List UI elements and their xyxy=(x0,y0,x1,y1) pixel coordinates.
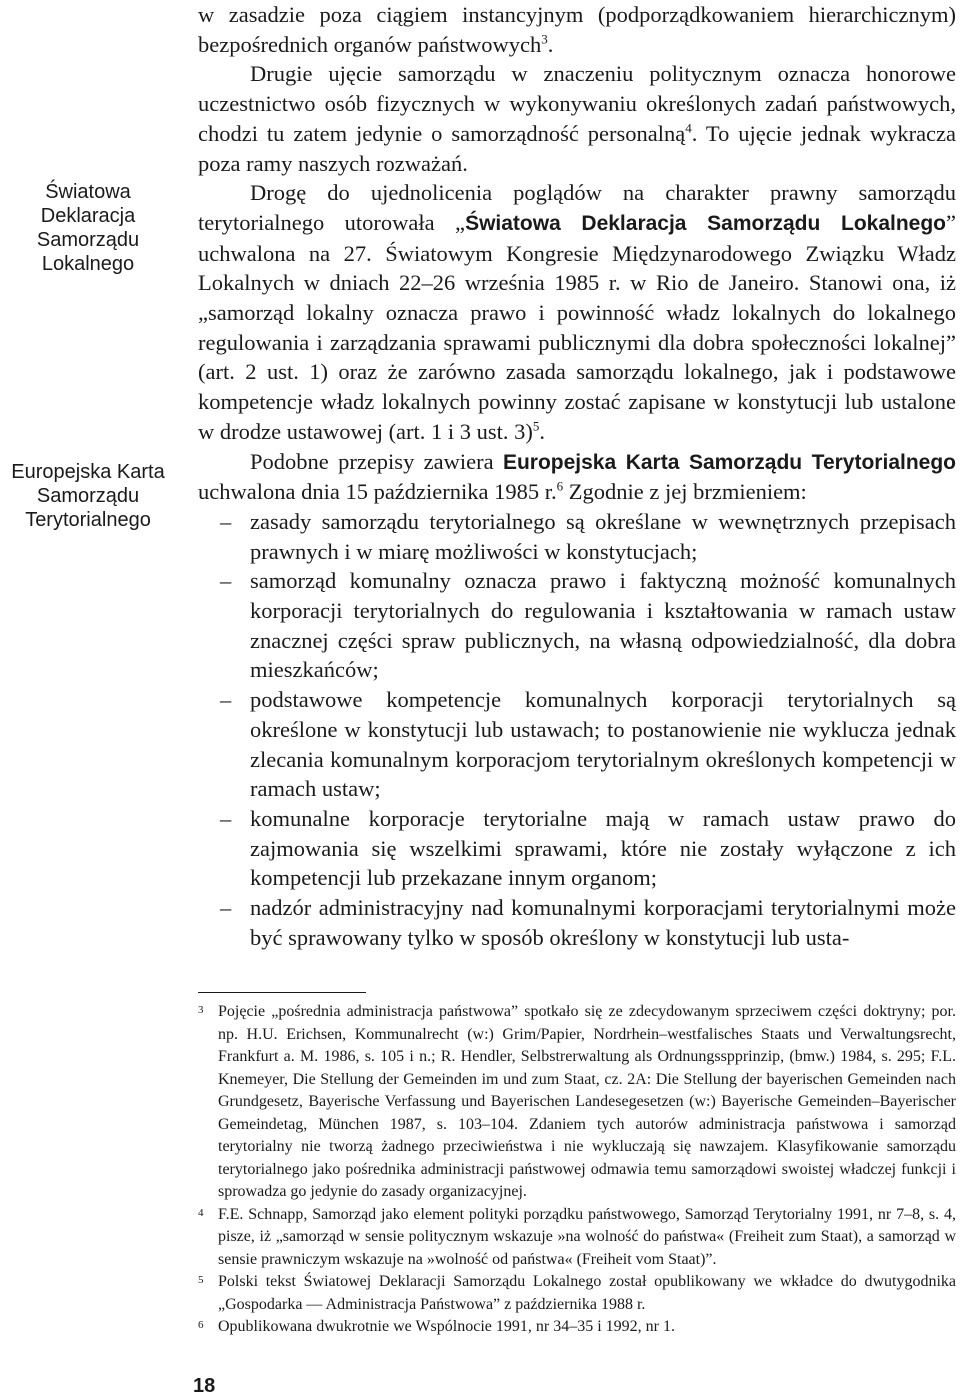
margin-note-line: Światowa xyxy=(45,181,131,203)
margin-note-line: Europejska Karta xyxy=(11,461,165,483)
footnote-number: 6 xyxy=(198,1319,204,1331)
bold-term-european-charter: Europejska Karta Samorządu Terytorialnego xyxy=(502,450,956,474)
footnote-ref-6[interactable]: 6 xyxy=(556,478,564,494)
paragraph-1: w zasadzie poza ciągiem instancyjnym (podporządkowaniem hierarchicznym) bezpośrednich organów państwowych$^3$. xyxy=(198,2,956,57)
page-number: 18 xyxy=(193,1375,216,1397)
footnote-ref-4[interactable]: 4 xyxy=(685,120,692,136)
margin-note-line: Terytorialnego xyxy=(25,509,151,531)
footnote xyxy=(198,1271,956,1316)
footnote xyxy=(198,1316,956,1339)
list-item: – nadzór administracyjny nad komunalnymi korporacjami terytorialnymi może być sprawowany tylko w sposób określony w konstytucji lub usta- xyxy=(198,893,956,952)
footnote xyxy=(198,1001,956,1204)
margin-note-european-charter xyxy=(0,460,176,532)
footnote-number: 4 xyxy=(198,1206,204,1219)
list-item: – samorząd komunalny oznacza prawo i faktyczną możność komunalnych korporacji terytorialnych do regulowania i kształtowania w ramach ustaw znacznej części spraw publicznych, na własną odpowiedzialność, dla dobra mieszkańców; xyxy=(198,566,956,685)
paragraph-4: Podobne przepisy zawiera Europejska Karta Samorządu Terytorialnego uchwalona dnia 15 października 1985 r.$^6$ Zgodnie z jej brzmieniem: xyxy=(198,448,956,505)
charter-provisions-list xyxy=(198,507,956,953)
margin-note-line: Lokalnego xyxy=(41,253,135,275)
paragraph-3: Drogę do ujednolicenia poglądów na charakter prawny samorządu terytorialnego utorowała „Światowa Deklaracja Samorządu Lokalnego” uchwalona na 27. Światowym Kongresie Międzynarodowego Związku Władz Lokalnych w dniach 22–26 września 1985 r. w Rio de Janeiro. Stanowi ona, iż „samorząd lokalny oznacza prawo i powinność władz lokalnych do lokalnego regulowania i zarządzania sprawami publicznymi dla dobra społeczności lokalnej” (art. 2 ust. 1) oraz że zarówno zasada samorządu lokalnego, jak i podstawowe kompetencje władz lokalnych powinny zostać zapisane w konstytucji lub ustalone w drodze ustawowej (art. 1 i 3 ust. 3)$^5$. xyxy=(198,180,957,444)
footnote-ref-5[interactable]: 5 xyxy=(532,418,540,434)
list-item: – komunalne korporacje terytorialne mają w ramach ustaw prawo do zajmowania się wszelkimi sprawami, które nie zostały wyłączone z ich kompetencji lub przekazane innym organom; xyxy=(198,804,956,893)
paragraph-2: Drugie ujęcie samorządu w znaczeniu politycznym oznacza honorowe uczestnictwo osób fizycznych w wykonywaniu określonych zadań państwowych, chodzi tu zatem jedynie o samorządność personalną$^4$. To ujęcie jednak wykracza poza ramy naszych rozważań. xyxy=(198,61,957,176)
margin-note-line: Deklaracja xyxy=(40,205,136,227)
bold-term-world-declaration: Światowa Deklaracja Samorządu Lokalnego xyxy=(465,211,947,235)
list-item: – zasady samorządu terytorialnego są określane w wewnętrznych przepisach prawnych i w miarę możliwości w konstytucjach; xyxy=(198,507,956,566)
footnote-text: Opublikowana dwukrotnie we Wspólnocie 1991, nr 34–35 i 1992, nr 1. xyxy=(218,1318,675,1335)
footnote-text: Pojęcie „pośrednia administracja państwowa” spotkało się ze zdecydowanym sprzeciwem części doktryny; por. np. H.U. Erichsen, Kommunalrecht (w:) Grim/Papier, Nordrhein–westfalisches Staats und Verwaltungsrecht, Frankfurt a. M. 1986, s. 105 i n.; R. Hendler, Selbstrerwaltung als Ordnungsspprinzip, (bmw.) 1984, s. 295; F.L. Knemeyer, Die Stellung der Gemeinden im und zum Staat, cz. 2A: Die Stellung der bayerischen Gemeinden nach Grundgesetz, Bayerische Verfassung und Bayerischen Landesegesetzen (w:) Bayerische Gemeinden–Bayerischer Gemeindetag, München 1987, s. 103–104. Zdaniem tych autorów administracja państwowa i samorząd terytorialny nie tworzą żadnego przeciwieństwa i nie wykluczają się nawzajem. Klasyfikowanie samorządu terytorialnego jako pośrednika administracji państwowej odmawia temu samorządowi swoistej władczej funkcji i sprowadza go jedynie do zasady organizacyjnej. xyxy=(218,1003,956,1200)
footnote-text: F.E. Schnapp, Samorząd jako element polityki porządku państwowego, Samorząd Terytorialny 1991, nr 7–8, s. 4, pisze, iż „samorząd w sensie politycznym wskazuje »na wolność do państwa« (Freiheit zum Staat), a samorząd w sensie prawniczym wskazuje na »wolność od państwa« (Freiheit vom Staat)”. xyxy=(218,1205,956,1268)
margin-note-line: Samorządu xyxy=(36,485,140,507)
footnote-number: 3 xyxy=(198,1004,204,1016)
footnote-ref-3[interactable]: 3 xyxy=(541,31,548,47)
footnote-divider xyxy=(198,992,366,993)
footnotes xyxy=(198,1001,956,1339)
footnote-text: Polski tekst Światowej Deklaracji Samorządu Lokalnego został opublikowany we wkładce do dwutygodnika „Gospodarka — Administracja Państwowa” z października 1988 r. xyxy=(218,1273,956,1313)
list-item: – podstawowe kompetencje komunalnych korporacji terytorialnych są określone w konstytucji lub ustawach; to postanowienie nie wyklucza jednak zlecania komunalnym korporacjom terytorialnym określonych kompetencji w ramach ustaw; xyxy=(198,685,956,804)
footnote-number: 5 xyxy=(198,1274,204,1286)
margin-note-world-declaration xyxy=(0,180,176,276)
main-text xyxy=(198,0,956,953)
margin-note-line: Samorządu xyxy=(36,229,140,251)
footnote xyxy=(198,1204,956,1272)
